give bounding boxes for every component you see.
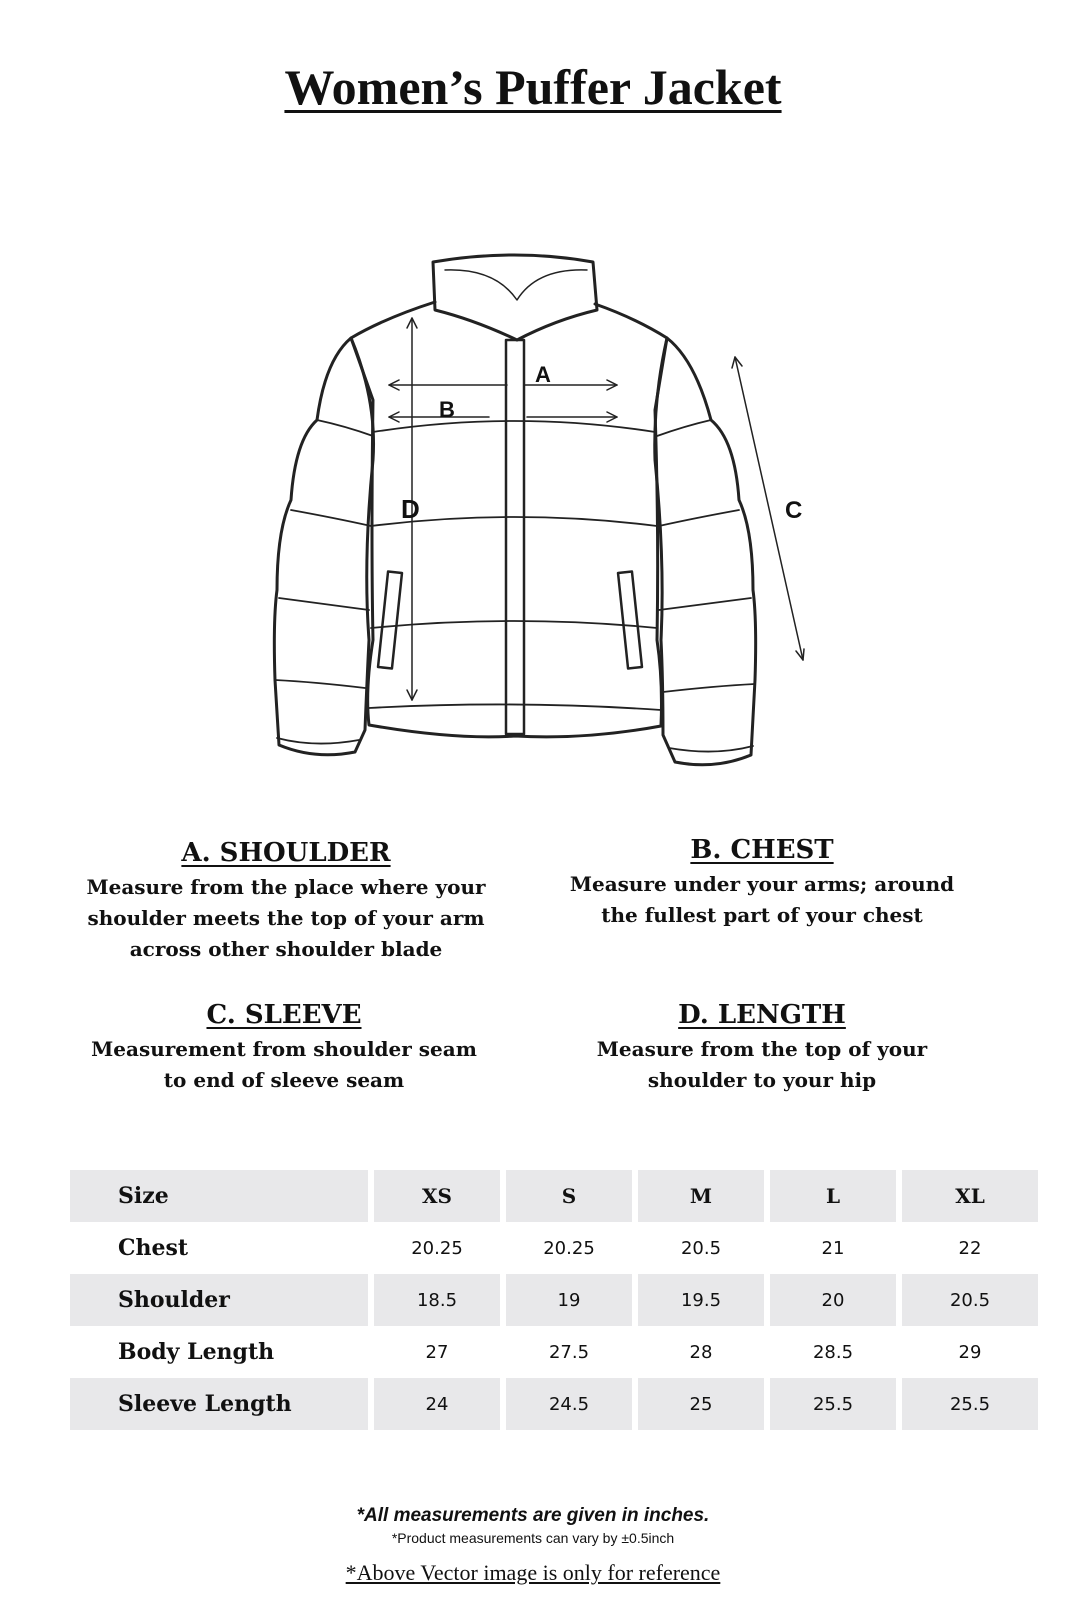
chest-heading: B. CHEST <box>690 835 834 865</box>
row-label: Sleeve Length <box>70 1378 368 1430</box>
inches-note: *All measurements are given in inches. <box>356 1505 710 1526</box>
header-m: M <box>638 1170 764 1222</box>
body-seam-1 <box>373 421 655 432</box>
label-c: C <box>785 497 803 524</box>
right-sleeve-seam-1 <box>657 420 711 436</box>
variance-note: *Product measurements can vary by ±0.5inch <box>391 1530 675 1546</box>
body-seam-4 <box>369 704 661 710</box>
row-label: Shoulder <box>70 1274 368 1326</box>
row-label: Chest <box>118 1235 189 1261</box>
table-cell: 22 <box>958 1237 982 1259</box>
table-cell: 18.5 <box>374 1274 500 1326</box>
header-xs: XS <box>374 1170 500 1222</box>
right-sleeve-seam-2 <box>659 510 739 526</box>
size-table <box>64 1170 1044 1430</box>
table-cell: 25.5 <box>770 1378 896 1430</box>
table-cell: 20.5 <box>902 1274 1038 1326</box>
label-b: B <box>439 397 455 422</box>
right-sleeve-seam-4 <box>663 684 755 692</box>
table-cell: 20 <box>770 1274 896 1326</box>
table-row-chest <box>70 1222 1038 1274</box>
left-sleeve-seam-1 <box>317 420 373 436</box>
chest-desc-2: the fullest part of your chest <box>601 903 923 927</box>
left-pocket <box>378 572 402 669</box>
left-sleeve-seam-3 <box>279 598 369 610</box>
table-cell: 25 <box>638 1378 764 1430</box>
left-sleeve-seam-2 <box>291 510 371 526</box>
table-cell: 21 <box>821 1237 845 1259</box>
collar-fold <box>445 270 587 300</box>
jacket-diagram <box>255 240 835 800</box>
zipper <box>506 340 524 734</box>
shoulder-desc-3: across other shoulder blade <box>129 937 443 961</box>
size-header-row <box>70 1170 1038 1222</box>
chest-desc-1: Measure under your arms; around <box>569 872 955 896</box>
reference-note: *Above Vector image is only for reference <box>345 1560 721 1585</box>
chest-block <box>562 835 962 931</box>
right-cuff <box>669 746 753 752</box>
body-seam-3 <box>371 621 657 628</box>
table-cell: 25.5 <box>902 1378 1038 1430</box>
table-cell: 24 <box>374 1378 500 1430</box>
table-cell: 27.5 <box>548 1341 590 1363</box>
left-cuff <box>277 738 359 744</box>
page-title <box>0 58 1066 116</box>
table-row-body-length <box>70 1326 1038 1378</box>
shoulder-desc-1: Measure from the place where your <box>86 875 486 899</box>
sleeve-block <box>84 1000 484 1096</box>
table-cell: 28.5 <box>812 1341 854 1363</box>
label-a: A <box>535 362 551 387</box>
table-cell: 27 <box>425 1341 449 1363</box>
header-l: L <box>770 1170 896 1222</box>
length-desc-1: Measure from the top of your <box>596 1037 928 1061</box>
table-row-shoulder <box>70 1274 1038 1326</box>
right-sleeve-seam-3 <box>659 598 751 610</box>
length-heading: D. LENGTH <box>678 1000 846 1030</box>
shoulder-block <box>86 838 486 965</box>
table-cell: 19.5 <box>638 1274 764 1326</box>
header-s: S <box>506 1170 632 1222</box>
right-pocket <box>618 572 642 669</box>
table-cell: 19 <box>506 1274 632 1326</box>
sleeve-desc-1: Measurement from shoulder seam <box>91 1037 477 1061</box>
jacket-body <box>351 302 667 737</box>
table-row-sleeve-length <box>70 1378 1038 1430</box>
header-xl: XL <box>902 1170 1038 1222</box>
length-block <box>562 1000 962 1096</box>
table-cell: 20.25 <box>543 1237 595 1259</box>
right-sleeve <box>655 338 756 765</box>
table-cell: 24.5 <box>506 1378 632 1430</box>
table-cell: 20.5 <box>680 1237 722 1259</box>
left-sleeve <box>274 338 373 755</box>
label-d: D <box>401 494 420 524</box>
table-cell: 20.25 <box>411 1237 463 1259</box>
row-label: Body Length <box>118 1339 275 1365</box>
left-sleeve-seam-4 <box>275 680 365 688</box>
shoulder-heading: A. SHOULDER <box>181 838 391 868</box>
sleeve-desc-2: to end of sleeve seam <box>163 1068 405 1092</box>
length-desc-2: shoulder to your hip <box>647 1068 877 1092</box>
page-title-text: Women’s Puffer Jacket <box>284 59 782 115</box>
header-size: Size <box>70 1170 368 1222</box>
sleeve-heading: C. SLEEVE <box>206 1000 362 1030</box>
table-cell: 29 <box>958 1341 982 1363</box>
shoulder-desc-2: shoulder meets the top of your arm <box>87 906 485 930</box>
table-cell: 28 <box>689 1341 713 1363</box>
